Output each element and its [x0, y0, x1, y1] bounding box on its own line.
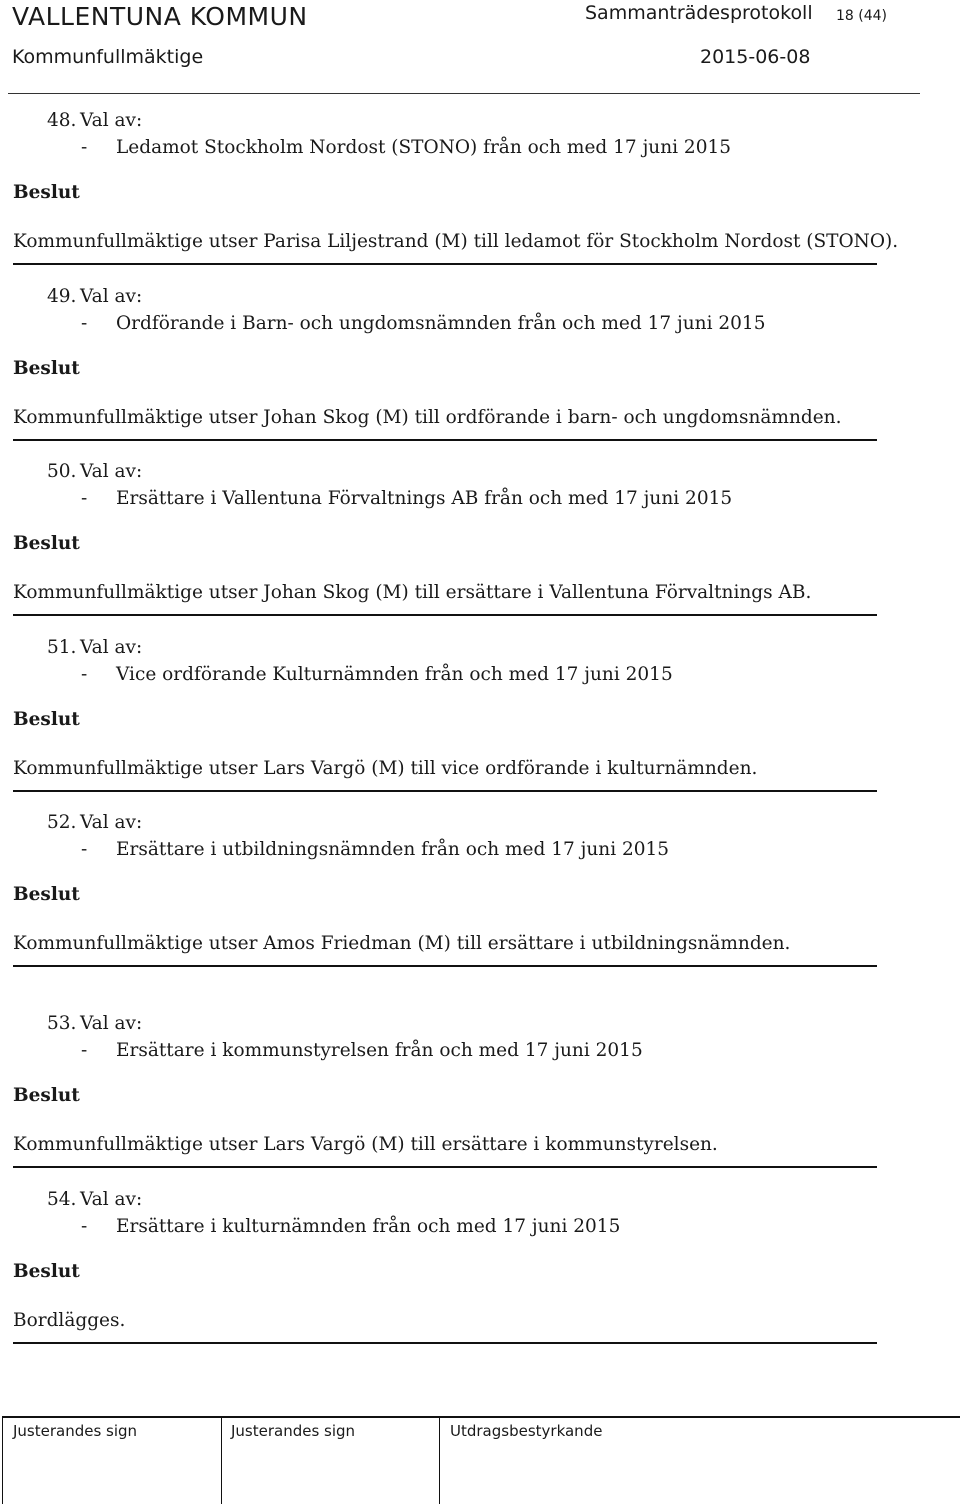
- agenda-item-49: [0, 286, 960, 466]
- list-dash: -: [81, 1216, 88, 1237]
- item-number: 52.: [47, 812, 77, 833]
- list-dash: -: [81, 313, 88, 334]
- item-number: 53.: [47, 1013, 77, 1034]
- agenda-item-48: [0, 110, 960, 290]
- item-heading: Val av:: [80, 286, 143, 307]
- list-dash: -: [81, 488, 88, 509]
- list-dash: -: [81, 1040, 88, 1061]
- item-divider: [13, 965, 877, 967]
- decision-label: Beslut: [13, 709, 80, 730]
- agenda-item-52: [0, 812, 960, 992]
- meeting-body: Kommunfullmäktige: [12, 46, 204, 68]
- decision-text: Bordlägges.: [13, 1310, 126, 1331]
- item-heading: Val av:: [80, 1189, 143, 1210]
- item-subject: Ledamot Stockholm Nordost (STONO) från och med 17 juni 2015: [116, 137, 732, 158]
- signature-label: Justerandes sign: [13, 1422, 138, 1440]
- item-heading: Val av:: [80, 1013, 143, 1034]
- decision-label: Beslut: [13, 1261, 80, 1282]
- decision-label: Beslut: [13, 884, 80, 905]
- item-number: 49.: [47, 286, 77, 307]
- decision-label: Beslut: [13, 358, 80, 379]
- decision-text: Kommunfullmäktige utser Parisa Liljestrand (M) till ledamot för Stockholm Nordost (STONO).: [13, 231, 899, 252]
- item-subject: Ersättare i kulturnämnden från och med 17 juni 2015: [116, 1216, 621, 1237]
- decision-text: Kommunfullmäktige utser Amos Friedman (M) till ersättare i utbildningsnämnden.: [13, 933, 791, 954]
- item-heading: Val av:: [80, 812, 143, 833]
- list-dash: -: [81, 137, 88, 158]
- item-number: 54.: [47, 1189, 77, 1210]
- decision-label: Beslut: [13, 533, 80, 554]
- agenda-item-50: [0, 461, 960, 641]
- decision-text: Kommunfullmäktige utser Johan Skog (M) till ersättare i Vallentuna Förvaltnings AB.: [13, 582, 812, 603]
- document-type: Sammanträdesprotokoll: [585, 2, 813, 24]
- list-dash: -: [81, 839, 88, 860]
- item-number: 48.: [47, 110, 77, 131]
- item-subject: Ersättare i Vallentuna Förvaltnings AB från och med 17 juni 2015: [116, 488, 733, 509]
- item-number: 50.: [47, 461, 77, 482]
- agenda-item-53: [0, 1013, 960, 1193]
- signature-box-1: [2, 1418, 222, 1504]
- agenda-item-54: [0, 1189, 960, 1369]
- signature-label: Justerandes sign: [231, 1422, 356, 1440]
- item-divider: [13, 790, 877, 792]
- meeting-date: 2015-06-08: [700, 46, 811, 68]
- item-subject: Ersättare i kommunstyrelsen från och med 17 juni 2015: [116, 1040, 643, 1061]
- item-divider: [13, 263, 877, 265]
- organization-name: VALLENTUNA KOMMUN: [12, 2, 308, 31]
- page-number: 18 (44): [836, 8, 888, 24]
- item-subject: Ersättare i utbildningsnämnden från och med 17 juni 2015: [116, 839, 670, 860]
- list-dash: -: [81, 664, 88, 685]
- item-divider: [13, 439, 877, 441]
- header-divider: [8, 93, 920, 94]
- item-heading: Val av:: [80, 637, 143, 658]
- signature-box-2: [221, 1418, 440, 1504]
- decision-label: Beslut: [13, 1085, 80, 1106]
- item-number: 51.: [47, 637, 77, 658]
- item-heading: Val av:: [80, 461, 143, 482]
- certification-label: Utdragsbestyrkande: [450, 1422, 603, 1440]
- signature-footer: [2, 1416, 960, 1504]
- item-divider: [13, 1166, 877, 1168]
- decision-text: Kommunfullmäktige utser Lars Vargö (M) till vice ordförande i kulturnämnden.: [13, 758, 758, 779]
- decision-text: Kommunfullmäktige utser Johan Skog (M) till ordförande i barn- och ungdomsnämnden.: [13, 407, 842, 428]
- agenda-item-51: [0, 637, 960, 817]
- item-subject: Vice ordförande Kulturnämnden från och med 17 juni 2015: [116, 664, 673, 685]
- item-divider: [13, 614, 877, 616]
- decision-label: Beslut: [13, 182, 80, 203]
- decision-text: Kommunfullmäktige utser Lars Vargö (M) till ersättare i kommunstyrelsen.: [13, 1134, 718, 1155]
- certification-box: [440, 1418, 960, 1504]
- item-subject: Ordförande i Barn- och ungdomsnämnden från och med 17 juni 2015: [116, 313, 766, 334]
- item-divider: [13, 1342, 877, 1344]
- item-heading: Val av:: [80, 110, 143, 131]
